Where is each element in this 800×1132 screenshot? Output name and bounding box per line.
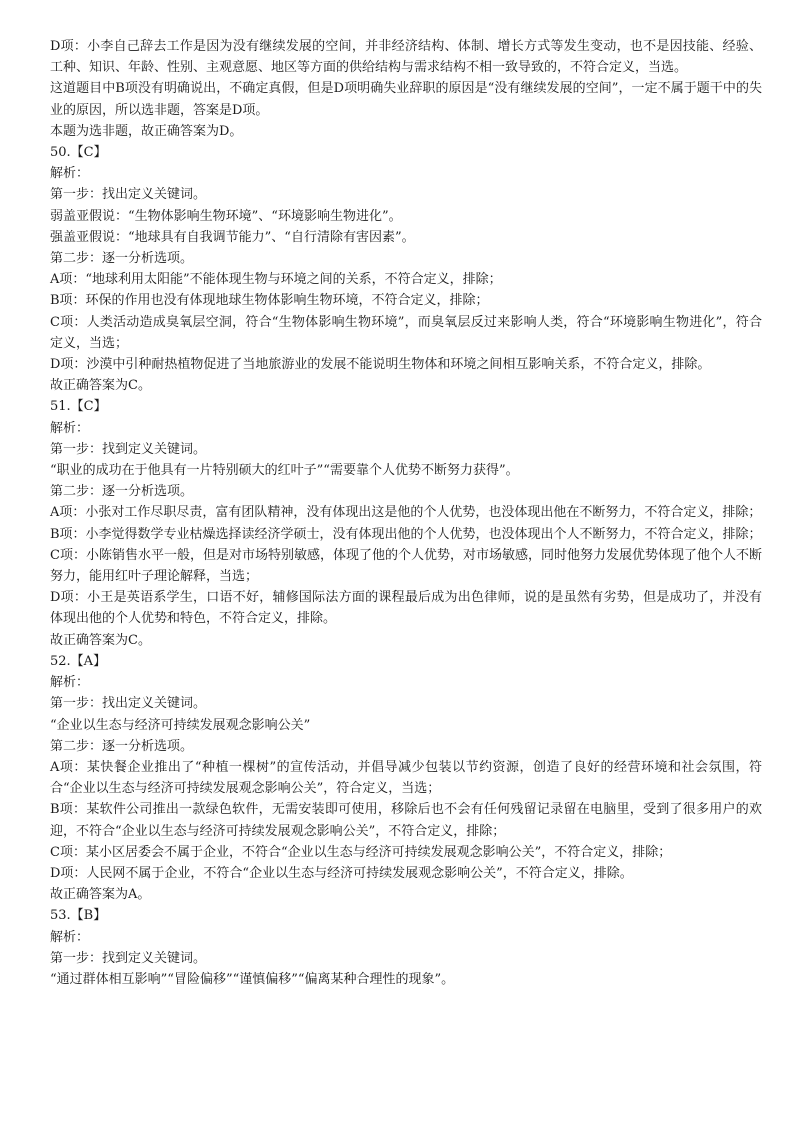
question-number-52: 52.【A】	[50, 653, 107, 669]
option-b-analysis: B项：小李觉得数学专业枯燥选择读经济学硕士，没有体现出他的个人优势，也没体现出个人不断努力，不符合定义，排除；	[50, 526, 762, 542]
step-one-heading: 第一步：找到定义关键词。	[50, 441, 207, 457]
option-c-analysis: C项：某小区居委会不属于企业，不符合“企业以生态与经济可持续发展观念影响公关”，不符合定义，排除；	[50, 844, 672, 860]
answer-line-49: 本题为选非题，故正确答案为D。	[50, 123, 243, 139]
strong-gaia-definition: 强盖亚假说：“地球具有自我调节能力”、“自行清除有害因素”。	[50, 229, 415, 245]
step-one-heading: 第一步：找出定义关键词。	[50, 696, 207, 712]
step-two-heading: 第二步：逐一分析选项。	[50, 251, 194, 267]
step-one-heading: 第一步：找到定义关键词。	[50, 950, 207, 966]
step-one-heading: 第一步：找出定义关键词。	[50, 187, 207, 203]
question-number-53: 53.【B】	[50, 908, 107, 924]
option-a-analysis: A项：某快餐企业推出了“种植一棵树”的宣传活动，并倡导减少包装以节约资源，创造了良好的经营环境和社会氛围，符合“企业以生态与经济可持续发展观念影响公关”，符合定义，当选；	[50, 759, 762, 797]
paragraph-d-option-explanation: D项：小李自己辞去工作是因为没有继续发展的空间，并非经济结构、体制、增长方式等发生变动，也不是因技能、经验、工种、知识、年龄、性别、主观意愿、地区等方面的供给结构与需求结构不相一致导致的，不符合定义，当选。	[50, 39, 762, 76]
weak-gaia-definition: 弱盖亚假说：“生物体影响生物环境”、“环境影响生物进化”。	[50, 208, 402, 224]
definition-keywords: “通过群体相互影响”“冒险偏移”“谨慎偏移”“偏离某种合理性的现象”。	[50, 971, 455, 987]
analysis-label: 解析：	[50, 420, 90, 436]
answer-line-51: 故正确答案为C。	[50, 632, 151, 648]
paragraph-b-d-comparison: 这道题目中B项没有明确说出，不确定真假，但是D项明确失业辞职的原因是“没有继续发展的空间”，一定不属于题干中的失业的原因，所以选非题，答案是D项。	[50, 81, 762, 118]
option-a-analysis: A项：小张对工作尽职尽责，富有团队精神，没有体现出这是他的个人优势，也没体现出他在不断努力，不符合定义，排除；	[50, 505, 762, 521]
definition-keywords: “企业以生态与经济可持续发展观念影响公关”	[50, 717, 311, 733]
answer-line-52: 故正确答案为A。	[50, 887, 151, 903]
option-c-analysis: C项：人类活动造成臭氧层空洞，符合“生物体影响生物环境”，而臭氧层反过来影响人类，符合“环境影响生物进化”，符合定义，当选；	[50, 314, 762, 351]
analysis-label: 解析：	[50, 929, 90, 945]
step-two-heading: 第二步：逐一分析选项。	[50, 738, 194, 754]
option-b-analysis: B项：某软件公司推出一款绿色软件，无需安装即可使用，移除后也不会有任何残留记录留在电脑里，受到了很多用户的欢迎，不符合“企业以生态与经济可持续发展观念影响公关”，不符合定义，排除；	[50, 802, 762, 839]
question-number-50: 50.【C】	[50, 145, 107, 161]
option-b-analysis: B项：环保的作用也没有体现地球生物体影响生物环境，不符合定义，排除；	[50, 293, 489, 309]
document-page	[50, 36, 762, 990]
answer-line-50: 故正确答案为C。	[50, 378, 151, 394]
option-d-analysis: D项：人民网不属于企业，不符合“企业以生态与经济可持续发展观念影响公关”，不符合定义，排除。	[50, 865, 633, 881]
option-a-analysis: A项：“地球利用太阳能”不能体现生物与环境之间的关系，不符合定义，排除；	[50, 272, 502, 288]
analysis-label: 解析：	[50, 675, 90, 691]
option-c-analysis: C项：小陈销售水平一般，但是对市场特别敏感，体现了他的个人优势，对市场敏感，同时他努力发展优势体现了他个人不断努力，能用红叶子理论解释，当选；	[50, 547, 762, 585]
option-d-analysis: D项：沙漠中引种耐热植物促进了当地旅游业的发展不能说明生物体和环境之间相互影响关系，不符合定义，排除。	[50, 357, 711, 373]
definition-keywords: “职业的成功在于他具有一片特别硕大的红叶子”“需要靠个人优势不断努力获得”。	[50, 463, 519, 479]
step-two-heading: 第二步：逐一分析选项。	[50, 484, 194, 500]
question-number-51: 51.【C】	[50, 399, 107, 415]
option-d-analysis: D项：小王是英语系学生，口语不好，辅修国际法方面的课程最后成为出色律师，说的是虽然有劣势，但是成功了，并没有体现出他的个人优势和特色，不符合定义，排除。	[50, 590, 762, 627]
analysis-label: 解析：	[50, 166, 90, 182]
